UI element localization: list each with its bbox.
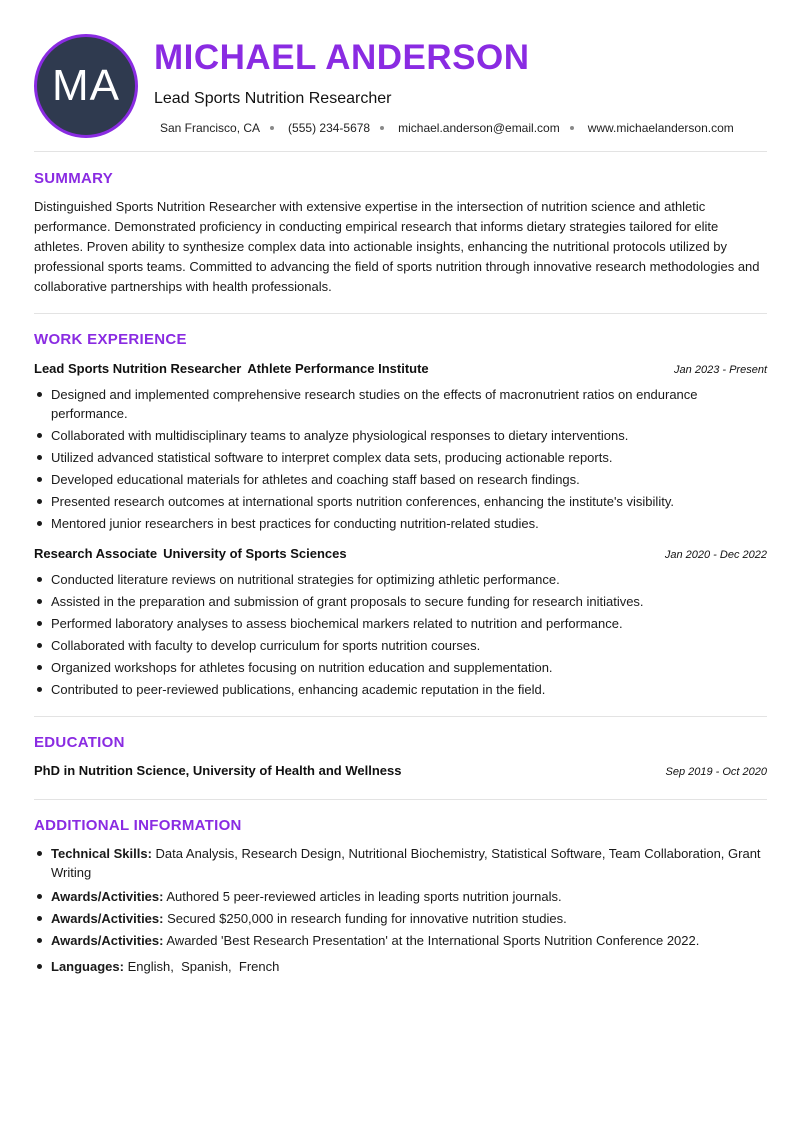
separator-dot — [570, 126, 574, 130]
summary-section — [34, 152, 767, 313]
experience-section — [34, 314, 767, 716]
job-bullet: Designed and implemented comprehensive research studies on the effects of macronutrient ratios on endurance performance. — [34, 385, 767, 423]
resume-page — [34, 34, 767, 976]
education-date: Sep 2019 - Oct 2020 — [665, 766, 767, 778]
job-entry — [34, 544, 767, 699]
job-company: University of Sports Sciences — [163, 546, 347, 561]
avatar-initials: MA — [52, 61, 120, 110]
job-title: Lead Sports Nutrition Researcher — [34, 361, 242, 376]
additional-key: Awards/Activities: — [51, 911, 164, 926]
contact-location: San Francisco, CA — [160, 121, 261, 135]
additional-item — [34, 909, 767, 928]
additional-value: Secured $250,000 in research funding for innovative nutrition studies. — [167, 911, 567, 926]
education-section — [34, 717, 767, 799]
additional-value: English, Spanish, French — [127, 959, 280, 974]
avatar — [34, 34, 138, 138]
summary-title: SUMMARY — [34, 170, 114, 187]
additional-item — [34, 957, 767, 976]
candidate-role: Lead Sports Nutrition Researcher — [154, 90, 392, 107]
additional-list — [34, 844, 767, 976]
job-bullet: Organized workshops for athletes focusing on nutrition education and supplementation. — [34, 658, 767, 677]
separator-dot — [270, 126, 274, 130]
job-bullet: Assisted in the preparation and submission of grant proposals to secure funding for research initiatives. — [34, 592, 767, 611]
job-bullet: Presented research outcomes at international sports nutrition conferences, enhancing the institute's visibility. — [34, 492, 767, 511]
job-date: Jan 2023 - Present — [674, 364, 767, 376]
job-bullets — [34, 385, 767, 533]
education-degree: PhD in Nutrition Science, University of Health and Wellness — [34, 763, 402, 778]
experience-title: WORK EXPERIENCE — [34, 331, 187, 348]
job-bullet: Collaborated with faculty to develop curriculum for sports nutrition courses. — [34, 636, 767, 655]
additional-key: Technical Skills: — [51, 846, 152, 861]
job-bullet: Mentored junior researchers in best practices for conducting nutrition-related studies. — [34, 514, 767, 533]
resume-header — [34, 34, 767, 151]
additional-section — [34, 800, 767, 976]
contact-website[interactable]: www.michaelanderson.com — [587, 121, 734, 135]
additional-title: ADDITIONAL INFORMATION — [34, 817, 242, 834]
job-bullet: Contributed to peer-reviewed publications, enhancing academic reputation in the field. — [34, 680, 767, 699]
candidate-name: MICHAEL ANDERSON — [154, 38, 530, 77]
job-bullet: Performed laboratory analyses to assess biochemical markers related to nutrition and performance. — [34, 614, 767, 633]
job-bullet: Utilized advanced statistical software to interpret complex data sets, producing actionable reports. — [34, 448, 767, 467]
job-date: Jan 2020 - Dec 2022 — [664, 549, 767, 561]
job-bullet: Developed educational materials for athletes and coaching staff based on research findings. — [34, 470, 767, 489]
separator-dot — [380, 126, 384, 130]
additional-value: Awarded 'Best Research Presentation' at the International Sports Nutrition Conference 2022. — [166, 933, 700, 948]
education-entry — [34, 761, 767, 782]
additional-key: Languages: — [51, 959, 124, 974]
contact-phone: (555) 234-5678 — [288, 121, 371, 135]
additional-key: Awards/Activities: — [51, 933, 164, 948]
job-bullets — [34, 570, 767, 699]
education-title: EDUCATION — [34, 734, 125, 751]
job-bullet: Collaborated with multidisciplinary teams to analyze physiological responses to dietary interventions. — [34, 426, 767, 445]
job-title: Research Associate — [34, 546, 158, 561]
job-bullet: Conducted literature reviews on nutritional strategies for optimizing athletic performance. — [34, 570, 767, 589]
additional-value: Authored 5 peer-reviewed articles in leading sports nutrition journals. — [166, 889, 562, 904]
additional-value: Data Analysis, Research Design, Nutritional Biochemistry, Statistical Software, Team Collaboration, Grant Writing — [51, 846, 761, 880]
contact-info — [160, 120, 734, 136]
additional-item — [34, 887, 767, 906]
job-company: Athlete Performance Institute — [247, 361, 429, 376]
summary-text: Distinguished Sports Nutrition Researcher with extensive expertise in the intersection of nutrition science and athletic performance. Demonstrated proficiency in conducting empirical research that informs dietary strategies tailored for elite athletes. Proven ability to synthesize complex data into actionable insights, enhancing the nutritional protocols utilized by professional sports teams. Committed to advancing the field of sports nutrition through innovative research methodologies and collaborative partnerships with health professionals. — [34, 199, 760, 294]
additional-item — [34, 931, 767, 950]
additional-item — [34, 844, 767, 882]
additional-key: Awards/Activities: — [51, 889, 164, 904]
job-entry — [34, 359, 767, 533]
contact-email[interactable]: michael.anderson@email.com — [398, 121, 560, 135]
